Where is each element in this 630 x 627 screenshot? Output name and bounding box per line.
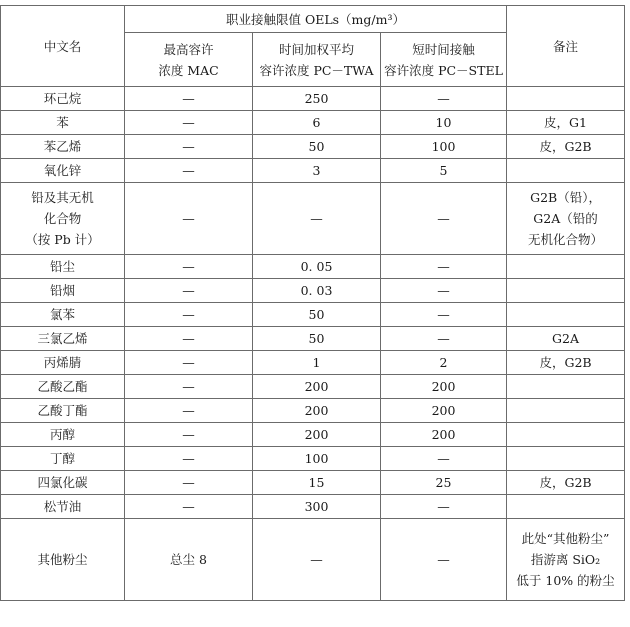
- table-row: [1, 111, 625, 135]
- cell-stel: 200: [381, 375, 507, 399]
- header-twa: [253, 33, 381, 87]
- cell-note: [507, 159, 625, 183]
- cell-stel: —: [381, 279, 507, 303]
- cell-mac: —: [125, 423, 253, 447]
- table-row: [1, 471, 625, 495]
- cell-note: G2A: [507, 327, 625, 351]
- cell-name: 三氯乙烯: [1, 327, 125, 351]
- cell-stel: —: [381, 303, 507, 327]
- cell-name-line: 化合物: [43, 211, 82, 226]
- cell-note-line: 指游离 SiO₂: [530, 552, 601, 567]
- cell-name: 松节油: [1, 495, 125, 519]
- cell-twa: 200: [253, 375, 381, 399]
- cell-twa: 50: [253, 135, 381, 159]
- cell-name-line: （按 Pb 计）: [25, 232, 100, 247]
- cell-stel: 10: [381, 111, 507, 135]
- cell-mac: —: [125, 447, 253, 471]
- cell-name: 丙醇: [1, 423, 125, 447]
- cell-twa: 50: [253, 327, 381, 351]
- cell-twa: 0. 05: [253, 255, 381, 279]
- cell-twa: 3: [253, 159, 381, 183]
- cell-mac: —: [125, 399, 253, 423]
- cell-note: [507, 423, 625, 447]
- cell-mac: —: [125, 375, 253, 399]
- cell-mac: —: [125, 327, 253, 351]
- cell-name-line: 铅及其无机: [31, 190, 94, 205]
- cell-stel: —: [381, 447, 507, 471]
- cell-twa: 1: [253, 351, 381, 375]
- header-mac-line2: 浓度 MAC: [158, 62, 219, 78]
- cell-mac: —: [125, 135, 253, 159]
- table-row: [1, 375, 625, 399]
- cell-mac: —: [125, 303, 253, 327]
- header-stel-line1: 短时间接触: [412, 41, 475, 57]
- cell-mac: —: [125, 279, 253, 303]
- table-row: [1, 327, 625, 351]
- cell-name: 氯苯: [1, 303, 125, 327]
- cell-twa: 50: [253, 303, 381, 327]
- cell-stel: —: [381, 87, 507, 111]
- cell-note: [507, 255, 625, 279]
- cell-twa: 15: [253, 471, 381, 495]
- table-row: [1, 87, 625, 111]
- cell-stel: 2: [381, 351, 507, 375]
- cell-name: 苯: [1, 111, 125, 135]
- table-row: [1, 423, 625, 447]
- cell-name: 其他粉尘: [1, 519, 125, 601]
- cell-name: 铅尘: [1, 255, 125, 279]
- cell-name: 丁醇: [1, 447, 125, 471]
- cell-note: [507, 519, 625, 601]
- cell-mac: —: [125, 495, 253, 519]
- cell-stel: 5: [381, 159, 507, 183]
- cell-name: [1, 183, 125, 255]
- cell-note: [507, 495, 625, 519]
- table-row: [1, 279, 625, 303]
- cell-twa: 200: [253, 423, 381, 447]
- table-row: [1, 303, 625, 327]
- cell-twa: 250: [253, 87, 381, 111]
- table-row: [1, 135, 625, 159]
- header-stel-line2: 容许浓度 PC－STEL: [384, 62, 503, 78]
- table-row: [1, 183, 625, 255]
- cell-stel: —: [381, 495, 507, 519]
- cell-note-line: G2A（铅的: [533, 211, 598, 226]
- cell-note: [507, 279, 625, 303]
- cell-mac: —: [125, 87, 253, 111]
- table-row: [1, 351, 625, 375]
- cell-twa: 0. 03: [253, 279, 381, 303]
- cell-note: 皮，G1: [507, 111, 625, 135]
- cell-name: 四氯化碳: [1, 471, 125, 495]
- oel-limits-table: [0, 5, 625, 601]
- cell-stel: —: [381, 519, 507, 601]
- header-stel: [381, 33, 507, 87]
- cell-name: 乙酸乙酯: [1, 375, 125, 399]
- cell-note: 皮，G2B: [507, 471, 625, 495]
- table-row: [1, 399, 625, 423]
- cell-mac: —: [125, 471, 253, 495]
- cell-mac: —: [125, 159, 253, 183]
- cell-name: 环己烷: [1, 87, 125, 111]
- cell-note: [507, 183, 625, 255]
- cell-name: 铅烟: [1, 279, 125, 303]
- cell-twa: 6: [253, 111, 381, 135]
- cell-stel: —: [381, 255, 507, 279]
- table-row: [1, 255, 625, 279]
- header-note: 备注: [507, 6, 625, 87]
- cell-stel: —: [381, 327, 507, 351]
- cell-note-line: 无机化合物）: [528, 232, 604, 247]
- cell-note: 皮，G2B: [507, 135, 625, 159]
- cell-note: [507, 87, 625, 111]
- table-row: [1, 159, 625, 183]
- cell-mac: —: [125, 351, 253, 375]
- cell-name: 氧化锌: [1, 159, 125, 183]
- cell-stel: 25: [381, 471, 507, 495]
- cell-note: [507, 399, 625, 423]
- cell-stel: 200: [381, 423, 507, 447]
- cell-stel: 200: [381, 399, 507, 423]
- cell-stel: 100: [381, 135, 507, 159]
- table-row: [1, 495, 625, 519]
- cell-twa: 300: [253, 495, 381, 519]
- cell-note: [507, 375, 625, 399]
- cell-note: [507, 447, 625, 471]
- header-twa-line1: 时间加权平均: [278, 41, 354, 57]
- header-mac: [125, 33, 253, 87]
- cell-note: 皮，G2B: [507, 351, 625, 375]
- cell-note-line: G2B（铅），: [530, 190, 601, 205]
- cell-mac: —: [125, 255, 253, 279]
- cell-mac: —: [125, 183, 253, 255]
- cell-twa: 100: [253, 447, 381, 471]
- cell-mac: 总尘 8: [125, 519, 253, 601]
- cell-note-line: 低于 10% 的粉尘: [516, 573, 615, 588]
- header-mac-line1: 最高容许: [163, 41, 214, 57]
- cell-note: [507, 303, 625, 327]
- cell-twa: —: [253, 183, 381, 255]
- cell-name: 乙酸丁酯: [1, 399, 125, 423]
- cell-twa: —: [253, 519, 381, 601]
- cell-mac: —: [125, 111, 253, 135]
- header-twa-line2: 容许浓度 PC－TWA: [259, 62, 374, 78]
- cell-stel: —: [381, 183, 507, 255]
- cell-twa: 200: [253, 399, 381, 423]
- header-chinese-name: 中文名: [1, 6, 125, 87]
- header-oel-group: 职业接触限值 OELs（mg/m³）: [125, 6, 507, 33]
- table-row: [1, 447, 625, 471]
- cell-note-line: 此处“其他粉尘”: [521, 531, 610, 546]
- table-row: [1, 519, 625, 601]
- cell-name: 丙烯腈: [1, 351, 125, 375]
- cell-name: 苯乙烯: [1, 135, 125, 159]
